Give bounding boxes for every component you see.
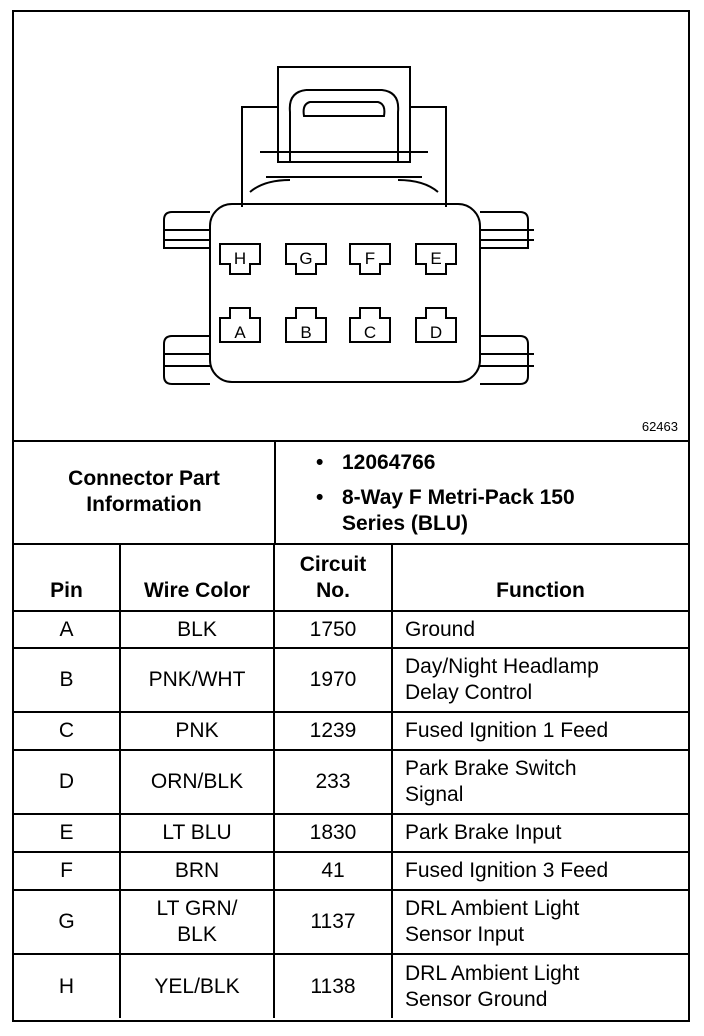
pin-label-a: A xyxy=(234,323,246,342)
pin-label-d: D xyxy=(429,323,443,342)
pin-label-g: G xyxy=(299,249,313,268)
header-pin: Pin xyxy=(14,543,120,611)
pin-label-e: E xyxy=(430,249,442,268)
header-circuit-no: Circuit No. xyxy=(274,543,392,611)
table-row: H YEL/BLK 1138 DRL Ambient Light Sensor Ground xyxy=(14,954,688,1018)
table-row: A BLK 1750 Ground xyxy=(14,611,688,648)
cavity-row-top xyxy=(220,244,456,274)
table-row: G LT GRN/ BLK 1137 DRL Ambient Light Sensor Input xyxy=(14,890,688,954)
lock-slot xyxy=(304,102,385,116)
pin-label-b: B xyxy=(300,323,312,342)
table-row: F BRN 41 Fused Ignition 3 Feed xyxy=(14,852,688,890)
info-bullet: • 12064766 xyxy=(316,451,436,474)
pin-label-f: F xyxy=(364,249,376,268)
bullet-dot: • xyxy=(316,486,324,509)
shoulder-right xyxy=(410,107,446,207)
pin-label-h: H xyxy=(233,249,247,268)
lock-tab xyxy=(278,67,410,162)
table-row: B PNK/WHT 1970 Day/Night Headlamp Delay Control xyxy=(14,648,688,712)
connector-body xyxy=(210,204,480,382)
table-header-row xyxy=(14,543,688,611)
table-row: D ORN/BLK 233 Park Brake Switch Signal xyxy=(14,750,688,814)
pinout-table xyxy=(14,543,688,1018)
header-wire-color: Wire Color xyxy=(120,543,274,611)
connector-sheet xyxy=(12,10,690,1022)
table-row: C PNK 1239 Fused Ignition 1 Feed xyxy=(14,712,688,750)
pin-label-c: C xyxy=(363,323,377,342)
shoulder-left xyxy=(242,107,278,207)
info-bullet: • 8-Way F Metri-Pack 150 Series (BLU) xyxy=(316,486,575,535)
connector-info xyxy=(14,440,688,545)
connector-drawing xyxy=(14,12,688,440)
cavity-row-bottom xyxy=(220,308,456,342)
table-row: E LT BLU 1830 Park Brake Input xyxy=(14,814,688,852)
connector-info-bullets xyxy=(276,440,688,543)
header-function: Function xyxy=(392,543,688,611)
connector-info-label: Connector Part Information xyxy=(14,440,276,543)
bullet-dot: • xyxy=(316,451,324,474)
figure-number: 62463 xyxy=(641,419,678,434)
connector-diagram xyxy=(14,12,688,442)
